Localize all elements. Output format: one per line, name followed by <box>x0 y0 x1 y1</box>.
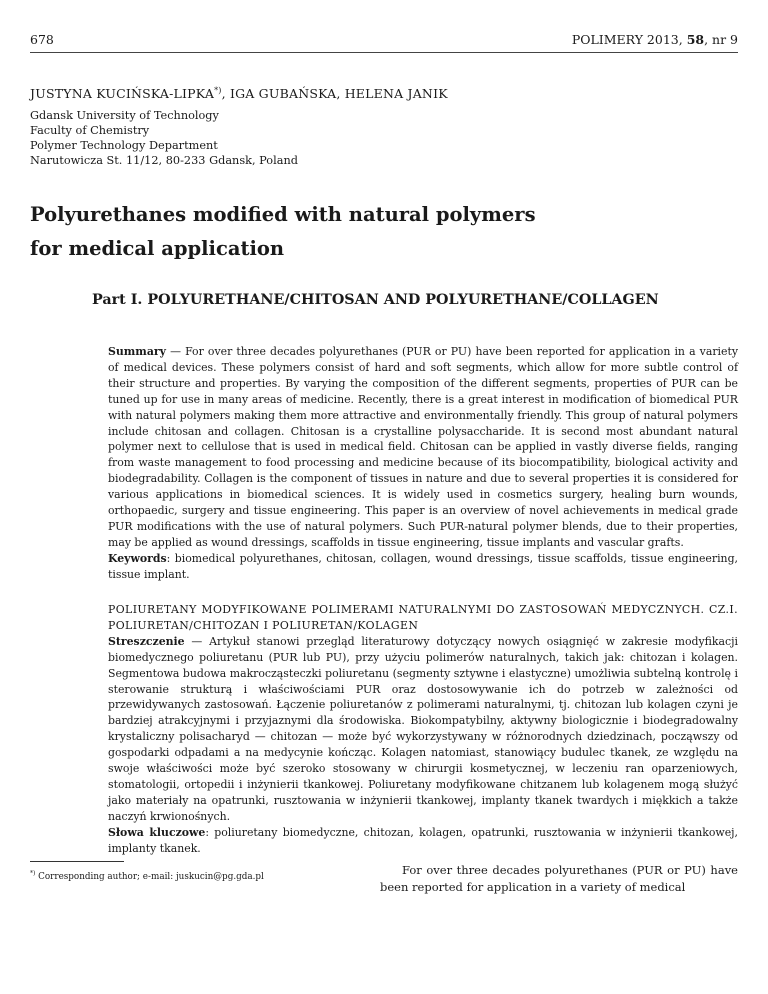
part-title: Part I. POLYURETHANE/CHITOSAN AND POLYURETHANE/COLLAGEN <box>92 292 659 308</box>
body-text: For over three decades polyurethanes (PUR or PU) have been reported for application in a variety of medical <box>380 863 738 894</box>
polish-summary-label: Streszczenie <box>108 634 185 648</box>
polish-keywords-text: : poliuretany biomedyczne, chitozan, kolagen, opatrunki, rusztowania w inżynierii tkankowej, implanty tkanek. <box>108 825 738 855</box>
polish-title: POLIURETANY MODYFIKOWANE POLIMERAMI NATURALNYMI DO ZASTOSOWAŃ MEDYCZNYCH. CZ.I. POLIURETAN/CHITOZAN I POLIURETAN/KOLAGEN <box>108 603 738 632</box>
footnote-mark: *) <box>214 86 222 95</box>
affiliation <box>30 108 298 168</box>
affiliation-line: Gdansk University of Technology <box>30 109 219 122</box>
affiliation-line: Narutowicza St. 11/12, 80-233 Gdansk, Poland <box>30 154 298 167</box>
affiliation-line: Polymer Technology Department <box>30 139 218 152</box>
footnote-rule <box>30 861 124 862</box>
keywords-text: : biomedical polyurethanes, chitosan, collagen, wound dressings, tissue scaffolds, tissue engineering, tissue implant. <box>108 551 738 581</box>
author-list: JUSTYNA KUCIŃSKA-LIPKA*), IGA GUBAŃSKA, HELENA JANIK <box>30 86 448 102</box>
running-header <box>30 30 738 53</box>
summary-text: — For over three decades polyurethanes (PUR or PU) have been reported for application in a variety of medical devices. These polymers consist of hard and soft segments, which allow for more subtle control of their structure and properties. By varying the composition of the different segments, properties of PUR can be tuned up for use in many areas of medicine. Recently, there is a great interest in modification of biomedical PUR with natural polymers making them more attractive and environmentally friendly. This group of natural polymers include chitosan and collagen. Chitosan is a crystalline polysaccharide. It is second most abundant natural polymer next to cellulose that is used in medical field. Chitosan can be applied in vastly diverse fields, ranging from waste management to food processing and medicine because of its biocompatibility, biological activity and biodegradability. Collagen is the component of tissues in nature and due to several properties it is considered for various applications in biomedical sciences. It is widely used in cosmetics surgery, healing burn wounds, orthopaedic, surgery and tissue engineering. This paper is an overview of novel achievements in medical grade PUR modifications with the use of natural polymers. Such PUR-natural polymer blends, due to their properties, may be applied as wound dressings, scaffolds in tissue engineering, tissue implants and vascular grafts. <box>108 345 738 549</box>
affiliation-line: Faculty of Chemistry <box>30 124 150 137</box>
paper-title: Polyurethanes modified with natural polymers for medical application <box>30 203 536 260</box>
polish-abstract <box>108 602 738 857</box>
polish-summary-text: — Artykuł stanowi przegląd literaturowy dotyczący nowych osiągnięć w zakresie modyfikacji biomedycznego poliuretanu (PUR lub PU), przy użyciu polimerów naturalnych, takich jak: chitozan i kolagen. Segmentowa budowa makrocząsteczki poliuretanu (segmenty sztywne i elastyczne) umożliwia subtelną kontrolę i sterowanie strukturą i właściwościami PUR oraz dostosowywanie ich do potrzeb w zależności od przewidywanych zastosowań. Łączenie poliuretanów z polimerami naturalnymi, tj. chitozan lub kolagen czyni je bardziej atrakcyjnymi i przyjaznymi dla środowiska. Biokompatybilny, aktywny biologicznie i biodegradowalny krystaliczny polisacharyd — chitozan — może być wykorzystywany w różnorodnych dziedzinach, począwszy od gospodarki odpadami a na medycynie kończąc. Kolagen natomiast, stanowiący budulec tkanek, ze względu na swoje właściwości może być szeroko stosowany w chirurgii kosmetycznej, w leczeniu ran oparzeniowych, stomatologii, ortopedii i inżynierii tkankowej. Poliuretany modyfikowane chitzanem lub kolagenem mogą służyć jako materiały na opatrunki, rusztowania w inżynierii tkankowej, implanty tkanek twardych i miękkich a także naczyń krwionośnych. <box>108 634 738 823</box>
corresponding-email: Corresponding author; e-mail: juskucin@pg.gda.pl <box>35 871 264 882</box>
page-number: 678 <box>30 32 54 47</box>
keywords-label: Keywords <box>108 551 167 565</box>
polish-keywords-label: Słowa kluczowe <box>108 825 206 839</box>
footnote: *) Corresponding author; e-mail: juskucin@pg.gda.pl <box>30 870 264 882</box>
journal-citation: POLIMERY 2013, 58, nr 9 <box>571 32 738 47</box>
summary-label: Summary <box>108 345 166 358</box>
english-abstract <box>108 344 738 583</box>
